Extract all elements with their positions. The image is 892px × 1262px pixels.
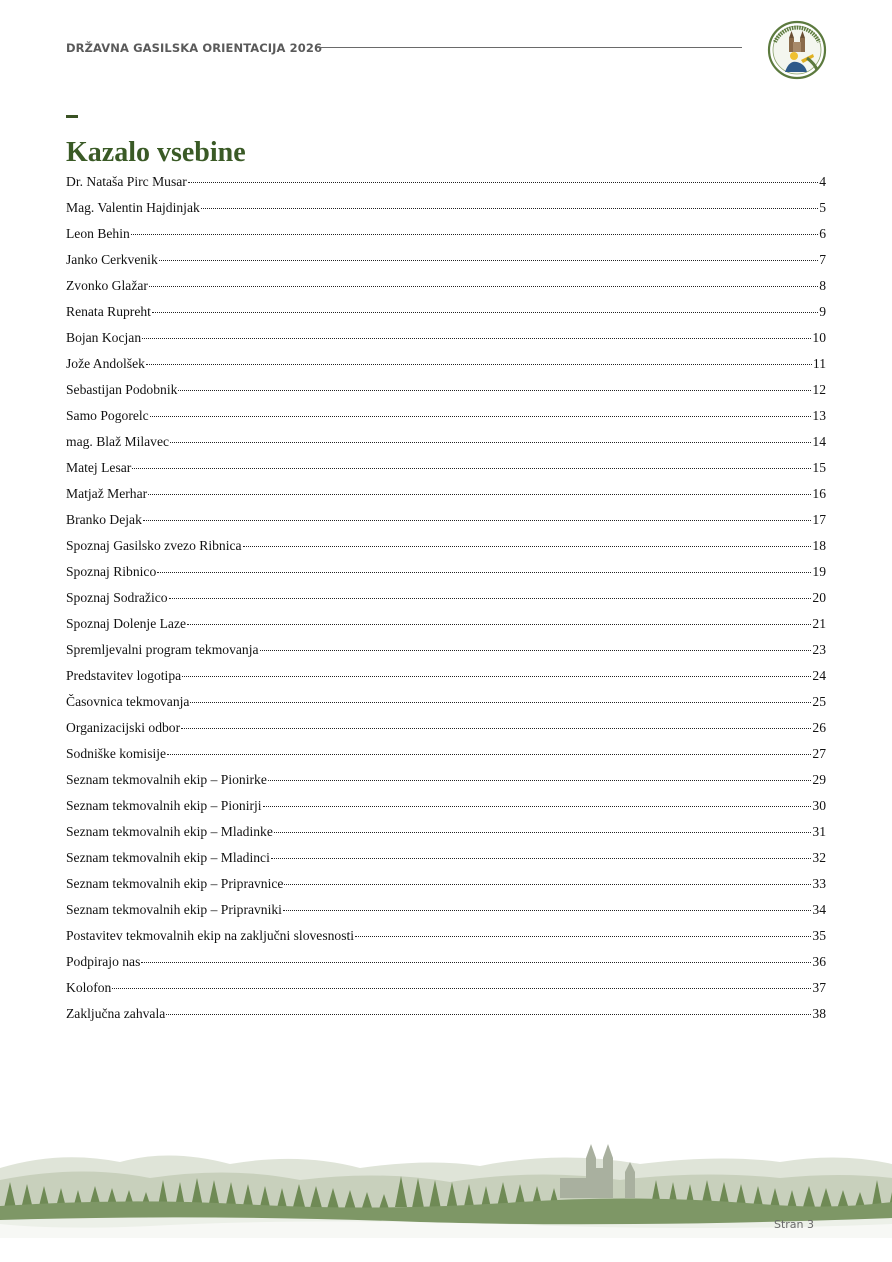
toc-entry[interactable]	[66, 198, 826, 224]
toc-dot-leader	[243, 546, 812, 547]
toc-entry-page: 14	[812, 434, 826, 449]
table-of-contents	[66, 172, 826, 1030]
toc-entry-label: Spoznaj Ribnico	[66, 564, 157, 579]
toc-entry-label: mag. Blaž Milavec	[66, 434, 170, 449]
toc-entry[interactable]	[66, 614, 826, 640]
toc-entry[interactable]	[66, 900, 826, 926]
toc-entry-page: 13	[812, 408, 826, 423]
toc-dot-leader	[284, 884, 811, 885]
toc-entry[interactable]	[66, 978, 826, 1004]
toc-entry[interactable]	[66, 562, 826, 588]
toc-entry[interactable]	[66, 848, 826, 874]
toc-dot-leader	[271, 858, 812, 859]
toc-entry-page: 31	[812, 824, 826, 839]
toc-dot-leader	[170, 442, 811, 443]
toc-dot-leader	[201, 208, 818, 209]
toc-title: Kazalo vsebine	[66, 137, 246, 168]
toc-entry-label: Časovnica tekmovanja	[66, 694, 190, 709]
toc-dot-leader	[157, 572, 811, 573]
page-number: Stran 3	[773, 1218, 814, 1231]
toc-entry-page: 19	[812, 564, 826, 579]
toc-entry-label: Seznam tekmovalnih ekip – Pripravnice	[66, 876, 284, 891]
toc-entry[interactable]	[66, 354, 826, 380]
toc-entry-label: Renata Rupreht	[66, 304, 151, 319]
title-accent-dash	[66, 115, 78, 118]
toc-dot-leader	[283, 910, 811, 911]
toc-dot-leader	[132, 468, 811, 469]
toc-entry[interactable]	[66, 328, 826, 354]
toc-entry-page: 4	[819, 174, 826, 189]
toc-entry-label: Seznam tekmovalnih ekip – Pionirke	[66, 772, 267, 787]
toc-dot-leader	[187, 624, 811, 625]
toc-entry[interactable]	[66, 536, 826, 562]
toc-entry-label: Spremljevalni program tekmovanja	[66, 642, 259, 657]
toc-dot-leader	[142, 338, 811, 339]
toc-dot-leader	[188, 182, 818, 183]
toc-dot-leader	[152, 312, 818, 313]
toc-entry-page: 36	[812, 954, 826, 969]
toc-entry[interactable]	[66, 172, 826, 198]
toc-entry[interactable]	[66, 640, 826, 666]
toc-dot-leader	[182, 676, 811, 677]
toc-entry-page: 6	[819, 226, 826, 241]
toc-dot-leader	[146, 364, 812, 365]
toc-entry-label: Postavitev tekmovalnih ekip na zaključni slovesnosti	[66, 928, 355, 943]
toc-dot-leader	[355, 936, 811, 937]
landscape-trees-church-illustration	[0, 1128, 892, 1238]
toc-entry-label: Leon Behin	[66, 226, 130, 241]
toc-entry-label: Janko Cerkvenik	[66, 252, 158, 267]
toc-entry[interactable]	[66, 276, 826, 302]
toc-entry-page: 33	[812, 876, 826, 891]
toc-entry-label: Spoznaj Dolenje Laze	[66, 616, 187, 631]
toc-entry-label: Sebastijan Podobnik	[66, 382, 178, 397]
toc-entry-page: 16	[812, 486, 826, 501]
toc-entry-page: 17	[812, 512, 826, 527]
header-title: DRŽAVNA GASILSKA ORIENTACIJA 2026	[66, 41, 323, 55]
toc-dot-leader	[181, 728, 811, 729]
toc-entry-label: Matej Lesar	[66, 460, 132, 475]
toc-entry-label: Jože Andolšek	[66, 356, 145, 371]
toc-entry-page: 21	[812, 616, 826, 631]
toc-entry[interactable]	[66, 458, 826, 484]
toc-dot-leader	[150, 416, 812, 417]
toc-entry[interactable]	[66, 432, 826, 458]
toc-entry-page: 27	[812, 746, 826, 761]
toc-dot-leader	[141, 962, 811, 963]
toc-entry-label: Branko Dejak	[66, 512, 142, 527]
toc-entry-page: 25	[812, 694, 826, 709]
toc-entry-page: 24	[812, 668, 826, 683]
toc-entry[interactable]	[66, 770, 826, 796]
toc-entry[interactable]	[66, 510, 826, 536]
toc-dot-leader	[268, 780, 812, 781]
toc-entry-label: Kolofon	[66, 980, 112, 995]
toc-entry-label: Seznam tekmovalnih ekip – Pripravniki	[66, 902, 282, 917]
toc-entry-label: Spoznaj Gasilsko zvezo Ribnica	[66, 538, 242, 553]
toc-entry-page: 20	[812, 590, 826, 605]
toc-entry[interactable]	[66, 484, 826, 510]
toc-dot-leader	[169, 598, 812, 599]
header-divider	[316, 47, 742, 48]
toc-dot-leader	[167, 754, 811, 755]
toc-entry-page: 23	[812, 642, 826, 657]
toc-entry[interactable]	[66, 744, 826, 770]
event-emblem-icon	[767, 20, 827, 80]
toc-entry-page: 37	[812, 980, 826, 995]
toc-entry-label: Seznam tekmovalnih ekip – Pionirji	[66, 798, 262, 813]
toc-entry-label: Spoznaj Sodražico	[66, 590, 168, 605]
toc-entry-label: Podpirajo nas	[66, 954, 141, 969]
toc-dot-leader	[159, 260, 818, 261]
toc-dot-leader	[148, 494, 811, 495]
toc-entry-label: Zvonko Glažar	[66, 278, 148, 293]
toc-dot-leader	[131, 234, 818, 235]
toc-entry[interactable]	[66, 796, 826, 822]
toc-entry-page: 15	[812, 460, 826, 475]
toc-entry[interactable]	[66, 926, 826, 952]
toc-entry-label: Seznam tekmovalnih ekip – Mladinke	[66, 824, 273, 839]
toc-dot-leader	[166, 1014, 811, 1015]
toc-entry[interactable]	[66, 692, 826, 718]
toc-entry[interactable]	[66, 250, 826, 276]
toc-entry-page: 18	[812, 538, 826, 553]
toc-entry[interactable]	[66, 224, 826, 250]
toc-entry[interactable]	[66, 1004, 826, 1030]
toc-entry[interactable]	[66, 952, 826, 978]
toc-entry-page: 32	[812, 850, 826, 865]
toc-entry-page: 11	[812, 356, 826, 371]
toc-entry-label: Mag. Valentin Hajdinjak	[66, 200, 200, 215]
toc-entry-page: 30	[812, 798, 826, 813]
toc-entry[interactable]	[66, 380, 826, 406]
toc-dot-leader	[263, 806, 812, 807]
toc-entry-label: Seznam tekmovalnih ekip – Mladinci	[66, 850, 270, 865]
toc-entry-page: 29	[812, 772, 826, 787]
toc-entry-page: 12	[812, 382, 826, 397]
toc-entry-label: Zaključna zahvala	[66, 1006, 166, 1021]
toc-entry-page: 34	[812, 902, 826, 917]
toc-dot-leader	[178, 390, 811, 391]
toc-entry[interactable]	[66, 302, 826, 328]
toc-entry-label: Sodniške komisije	[66, 746, 167, 761]
toc-dot-leader	[112, 988, 811, 989]
toc-entry-page: 9	[819, 304, 826, 319]
toc-entry-label: Dr. Nataša Pirc Musar	[66, 174, 187, 189]
toc-dot-leader	[190, 702, 811, 703]
toc-dot-leader	[260, 650, 812, 651]
toc-entry[interactable]	[66, 666, 826, 692]
toc-entry-page: 35	[812, 928, 826, 943]
toc-entry-page: 5	[819, 200, 826, 215]
toc-dot-leader	[149, 286, 818, 287]
toc-entry[interactable]	[66, 588, 826, 614]
toc-entry-label: Predstavitev logotipa	[66, 668, 182, 683]
toc-entry-page: 26	[812, 720, 826, 735]
toc-entry-label: Bojan Kocjan	[66, 330, 142, 345]
toc-entry-page: 10	[812, 330, 826, 345]
toc-entry[interactable]	[66, 874, 826, 900]
toc-dot-leader	[143, 520, 812, 521]
toc-entry-label: Organizacijski odbor	[66, 720, 181, 735]
toc-entry[interactable]	[66, 406, 826, 432]
toc-entry[interactable]	[66, 822, 826, 848]
toc-entry-label: Samo Pogorelc	[66, 408, 149, 423]
toc-dot-leader	[274, 832, 812, 833]
toc-entry-page: 38	[812, 1006, 826, 1021]
toc-entry-page: 8	[819, 278, 826, 293]
toc-entry-page: 7	[819, 252, 826, 267]
toc-entry[interactable]	[66, 718, 826, 744]
toc-entry-label: Matjaž Merhar	[66, 486, 148, 501]
